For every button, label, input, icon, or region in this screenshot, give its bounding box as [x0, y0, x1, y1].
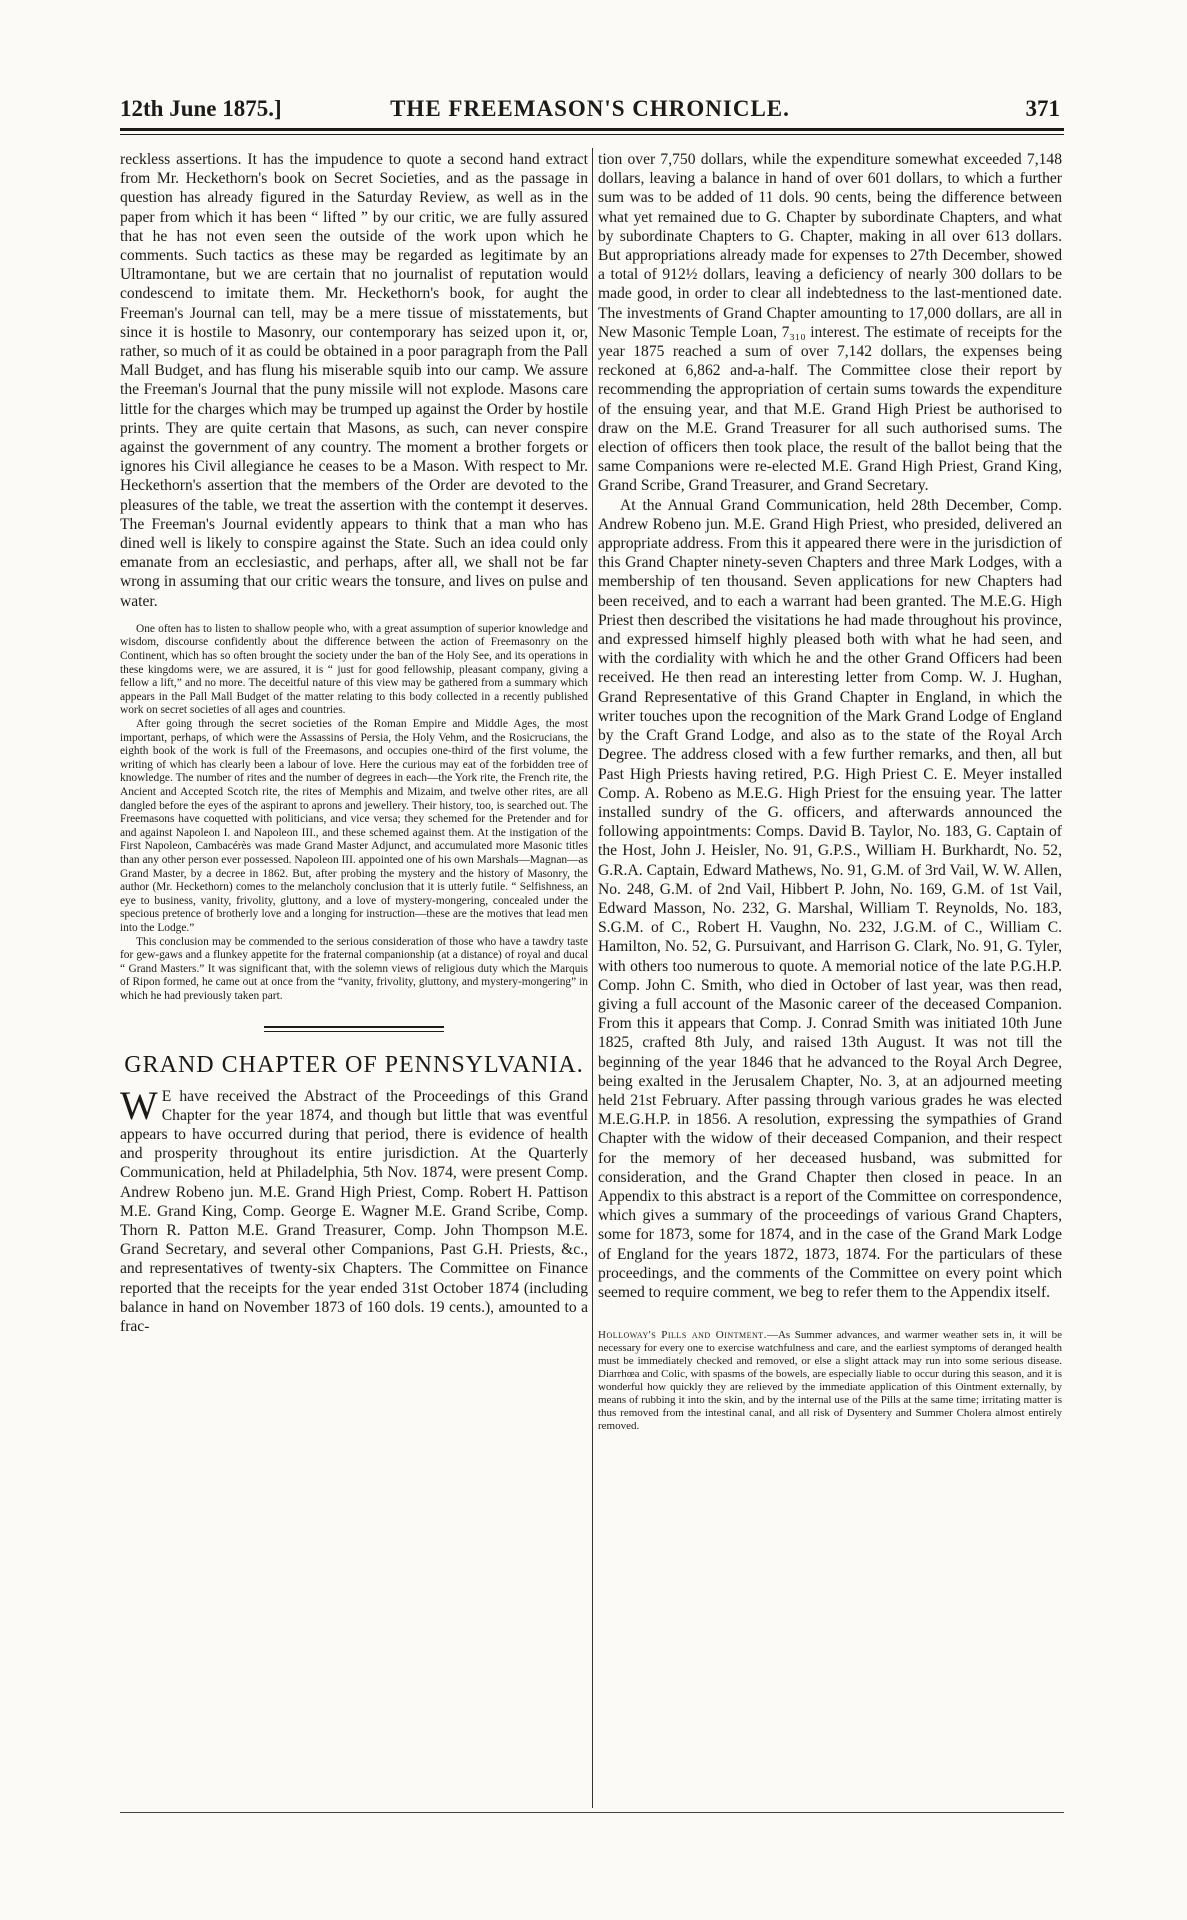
- left-column: [120, 150, 588, 1336]
- quote-paragraph-1: One often has to listen to shallow people who, with a great assumption of superior knowledge and wisdom, discourse confidently about the difference between the action of Freemasonry on the Continent, which has so often brought the society under the ban of the Holy See, and its operations in these kingdoms were, we are assured, it is “ just for good fellowship, pleasant company, giving a fellow a lift,” and no more. The deceitful nature of this view may be gathered from a summary which appears in the Pall Mall Budget of the matter relating to this body collected in a recently published work on secret societies of all ages and countries.: [120, 622, 588, 717]
- right-column: [598, 150, 1062, 1433]
- section-title: GRAND CHAPTER OF PENNSYLVANIA.: [124, 1051, 584, 1078]
- section-divider: [264, 1026, 444, 1032]
- left-paragraph-1: reckless assertions. It has the impudence to quote a second hand extract from Mr. Heckethorn's book on Secret Societies, and as the passage in question has already figured in the Saturday Review, as well as in the paper from which it has been “ lifted ” by our critic, we are fully assured that he has not even seen the outside of the work upon which he comments. Such tactics as these may be regarded as legitimate by an Ultramontane, but we are certain that no journalist of reputation would condescend to imitate them. Mr. Heckethorn's book, for aught the Freeman's Journal can tell, may be a mere tissue of misstatements, but since it is hostile to Masonry, our contemporary has seized upon it, or, rather, so much of it as could be obtained in a poor paragraph from the Pall Mall Budget, and has flung his miserable squib into our camp. We assure the Freeman's Journal that the puny missile will not explode. Masons care little for the charges which may be trumped up against the Order by hostile prints. They are quite certain that Masons, as such, can never conspire against the government of any country. The moment a brother forgets or ignores his Civil allegiance he ceases to be a Mason. With respect to Mr. Heckethorn's assertion that the members of the Order are devoted to the pleasures of the table, we treat the assertion with the contempt it deserves. The Freeman's Journal evidently appears to think that a man who has dined well is likely to conspire against the State. Such an idea could only emanate from an ecclesiastic, and perhaps, after all, we shall not be far wrong in assuming that our critic wears the tonsure, and lives on pulse and water.: [120, 151, 588, 610]
- advert-lead: Holloway's Pills and Ointment.: [598, 1329, 767, 1342]
- right-paragraph-2: At the Annual Grand Communication, held 28th December, Comp. Andrew Robeno jun. M.E. Grand High Priest, who presided, delivered an appropriate address. From this it appeared there were in the jurisdiction of this Grand Chapter ninety-seven Chapters and three Mark Lodges, with a membership of ten thousand. Seven applications for new Chapters had been received, and to each a warrant had been granted. The M.E.G. High Priest then described the visitations he had made throughout his province, and expressed himself highly pleased both with what he had seen, and with the cordiality with which he and the other Grand Officers had been received. He then read an interesting letter from Comp. W. J. Hughan, Grand Representative of this Grand Chapter in England, in which the writer touches upon the recognition of the Mark Grand Lodge of England by the Craft Grand Lodge, and also as to the state of the Royal Arch Degree. The address closed with a few further remarks, and then, all but Past High Priests having retired, P.G. High Priest C. E. Meyer installed Comp. A. Robeno as M.E.G. High Priest for the ensuing year. The latter installed sundry of the G. officers, and afterwards announced the following appointments: Comps. David B. Taylor, No. 183, G. Captain of the Host, John J. Heisler, No. 91, G.P.S., William H. Burkhardt, No. 52, G.R.A. Captain, Edward Mathews, No. 91, G.M. of 3rd Vail, W. W. Allen, No. 248, G.M. of 2nd Vail, Hibbert P. John, No. 169, G.M. of 1st Vail, Edward Masson, No. 232, G. Marshal, William T. Reynolds, No. 183, S.G.M. of C., Robert H. Vaughn, No. 232, J.G.M. of C., William C. Hamilton, No. 52, G. Pursuivant, and Harrison G. Clark, No. 91, G. Tyler, with others too numerous to quote. A memorial notice of the late P.G.H.P. Comp. John C. Smith, who died in October of last year, was then read, giving a full account of the Masonic career of the deceased Companion. From this it appears that Comp. J. Conrad Smith was initiated 10th June 1825, crafted 8th July, and raised 13th August. It was not till the beginning of the year 1846 that he advanced to the Royal Arch Degree, being exalted in the Jerusalem Chapter, No. 3, at an adjourned meeting held 21st February. After passing through various grades he was elected M.E.G.H.P. in 1856. A resolution, expressing the sympathies of Grand Chapter with the widow of their deceased Companion, and their respect for the memory of her deceased husband, was submitted for consideration, and the Grand Chapter then closed in peace. In an Appendix to this abstract is a report of the Committee on correspondence, which gives a summary of the proceedings of various Grand Chapters, some for 1873, some for 1874, and in the case of the Grand Mark Lodge of England for the years 1872, 1873, 1874. For the particulars of these proceedings, and the comments of the Committee on every point which seemed to require comment, we beg to refer them to the Appendix itself.: [598, 496, 1062, 1301]
- page-header: [120, 92, 1060, 126]
- bottom-rule: [120, 1812, 1064, 1813]
- pennsylvania-paragraph: E have received the Abstract of the Proceedings of this Grand Chapter for the year 1874, and though but little that was eventful appears to have occurred during that period, there is evidence of health and prosperity throughout its entire jurisdiction. At the Quarterly Communication, held at Philadelphia, 5th Nov. 1874, were present Comp. Andrew Robeno jun. M.E. Grand High Priest, Comp. Robert H. Pattison M.E. Grand King, Comp. George E. Wagner M.E. Grand Scribe, Comp. Thorn R. Patton M.E. Grand Treasurer, Comp. John Thompson M.E. Grand Secretary, and several other Companions, Past G.H. Priests, &c., and representatives of twenty-six Chapters. The Committee on Finance reported that the receipts for the year ended 31st October 1874 (including balance in hand on November 1873 of 160 dols. 19 cents.), amounted to a frac-: [120, 1087, 588, 1335]
- right-paragraph-1: tion over 7,750 dollars, while the expenditure somewhat exceeded 7,148 dollars, leaving a balance in hand of over 601 dollars, to which a further sum was to be added of 11 dols. 90 cents, being the difference between what yet remained due to G. Chapter by subordinate Chapters, and what by subordinate Chapters to G. Chapter, making in all over 613 dollars. But appropriations already made for expenses to 27th December, showed a total of 912½ dollars, leaving a deficiency of nearly 300 dollars to be made good, in order to clear all indebtedness to the last-mentioned date. The investments of Grand Chapter amounting to 17,000 dollars, are all in New Masonic Temple Loan, 7₃₁₀ interest. The estimate of receipts for the year 1875 reached a sum of over 7,142 dollars, the expenses being reckoned at 6,862 and-a-half. The Committee close their report by recommending the appropriation of certain sums towards the expenditure of the ensuing year, and that M.E. Grand High Priest be authorised to draw on the M.E. Grand Treasurer for all such authorised sums. The election of officers then took place, the result of the ballot being that the same Companions were re-elected M.E. Grand High Priest, Grand King, Grand Scribe, Grand Treasurer, and Grand Secretary.: [598, 151, 1062, 495]
- quote-paragraph-2: After going through the secret societies of the Roman Empire and Middle Ages, the most important, perhaps, of which were the Assassins of Persia, the Holy Vehm, and the Rosicrucians, the eighth book of the work is full of the Freemasons, and occupies one-third of the first volume, the writing of which has clearly been a labour of love. Here the curious may eat of the forbidden tree of knowledge. The number of rites and the number of degrees in each—the York rite, the French rite, the Ancient and Accepted Scotch rite, the rites of Memphis and Mizaim, and twelve other rites, are all dangled before the eyes of the aspirant to aprons and jewellery. Their history, too, is searched out. The Freemasons have coquetted with politicians, and vice versa; they schemed for the Pretender and for and against Napoleon I. and Napoleon III., and these schemed against them. At the instigation of the First Napoleon, Cambacérès was made Grand Master Adjunct, and accumulated more Masonic titles than any other person ever possessed. Napoleon III. appointed one of his own Marshals—Magnan—as Grand Master, by a decree in 1862. But, after probing the mystery and the history of Masonry, the author (Mr. Heckethorn) comes to the melancholy conclusion that it is utterly futile. “ Selfishness, an eye to business, vanity, frivolity, gluttony, and a love of mystery-mongering, concealed under the specious pretence of brotherly love and a longing for instruction—these are the motives that lead men into the Lodge.”: [120, 718, 588, 934]
- page-number: 371: [1025, 96, 1060, 121]
- header-rule-thin: [120, 134, 1064, 135]
- quote-paragraph-3: This conclusion may be commended to the serious consideration of those who have a tawdry taste for gew-gaws and a flunkey appetite for the fraternal companionship (at a distance) of royal and ducal “ Grand Masters.” It was significant that, with the solemn views of religious duty which the Marquis of Ripon formed, he came out at once from the “vanity, frivolity, gluttony, and mystery-mongering” in which he had previously taken part.: [120, 935, 588, 1002]
- advertisement: [598, 1329, 1062, 1433]
- drop-cap: W: [120, 1082, 158, 1128]
- header-date: 12th June 1875.]: [120, 96, 282, 121]
- header-rule: [120, 128, 1064, 131]
- column-divider: [592, 148, 593, 1808]
- advert-body: —As Summer advances, and warmer weather sets in, it will be necessary for every one to exercise watchfulness and care, and the earliest symptoms of deranged health must be immediately checked and removed, or else a slight attack may run into some serious disease. Diarrhœa and Colic, with spasms of the bowels, are especially liable to occur during this season, and it is wonderful how quickly they are relieved by the immediate application of this Ointment externally, by means of rubbing it into the skin, and by the internal use of the Pills at the same time; irritating matter is thus removed from the intestinal canal, and all risk of Dysentery and Summer Cholera almost entirely removed.: [598, 1329, 1062, 1433]
- header-title: THE FREEMASON'S CHRONICLE.: [390, 96, 790, 121]
